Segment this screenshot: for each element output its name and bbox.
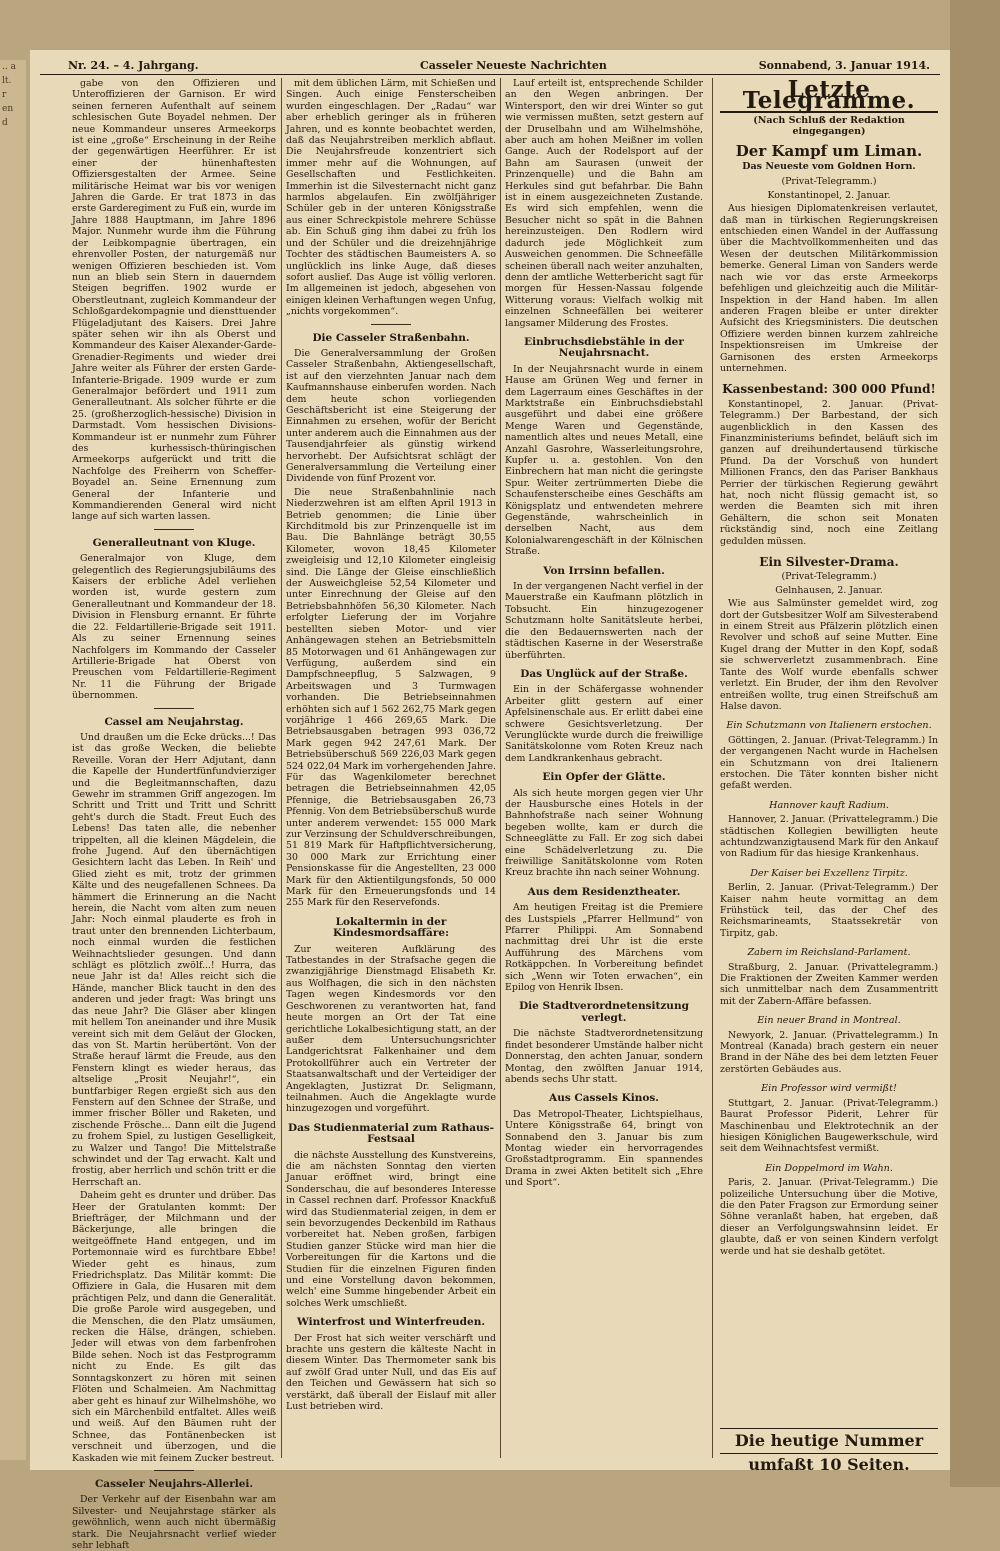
telegram-source: (Privat-Telegramm.) — [781, 571, 877, 583]
article-paragraph: Am heutigen Freitag ist die Premiere des Lustspiels „Pfarrer Hellmund“ von Pfarrer Philippi. Am Sonnabend nachmittag drei Uhr ist die erste Aufführung des Märchens vom Rotkäppchen. In Vorbereitung befindet sich „Wenn wir Toten erwachen“, ein Epilog von Henrik Ibsen. — [505, 902, 703, 994]
page-edge-shadow — [950, 0, 1000, 1487]
article-paragraph: Generalmajor von Kluge, dem gelegentlich des Regierungsjubiläums des Kaisers der erbliche Adel verliehen worden ist, wurde gestern zum Generalleutnant und Kommandeur der 18. Division in Flensburg ernannt. Er führte die 22. Feldartillerie-Brigade seit 1911. Als zu seiner Ernennung seines Nachfolgers im Kommando der Casseler Artillerie-Brigade hat Oberst von Preuschen vom Feldartillerie-Regiment Nr. 11 die Führung der Brigade übernommen. — [72, 553, 276, 702]
article-headline: Casseler Neujahrs-Allerlei. — [94, 1477, 254, 1490]
column-3 — [505, 78, 703, 1458]
article-paragraph: Daheim geht es drunter und drüber. Das Heer der Gratulanten kommt: Der Briefträger, der Milchmann und der Bäckerjunge, alle bringen die weitgeöffnete Hand entgegen, und im Portemonnaie wird es furchtbare Ebbe! Wieder geht es hinaus, zum Friedrichsplatz. Das Militär kommt: Die Offiziere in Gala, die Husaren mit dem prächtigen Pelz, und dann die Generalität. Die große Parole wird ausgegeben, und die Menschen, die den Platz umsäumen, recken die Hälse, drängen, schieben. Jeder will etwas von dem farbenfrohen Bilde sehen. Noch ist das Festprogramm nicht zu Ende. Es gilt das Sonntagskonzert zu hören mit seinen Flöten und Schalmeien. Am Nachmittag aber geht es hinauf zur Wilhelmshöhe, wo sich ein Märchenbild entfaltet. Alles weiß und weiß. Auf den Bäumen ruht der Schnee, das Fontänenbecken ist verschneit und überzogen, und die Kaskaden wie mit feinem Zucker bestreut. — [72, 1190, 276, 1464]
article-headline: Zabern im Reichsland-Parlament. — [747, 947, 911, 959]
article-paragraph: die nächste Ausstellung des Kunstvereins, die am nächsten Sonntag den vierten Januar eröffnet wird, bringt eine Sonderschau, die auf besonderes Interesse in Cassel rechnen darf. Professor Knackfuß wird das Studienmaterial zeigen, in dem er sein bevorzugendes Deckenbild im Rathaus vorbereitet hat. Neben großen, farbigen Studien ganzer Stücke wird man hier die Vorbereitungen für die Kartons und die Studien für die einzelnen Figuren finden und eine Vorstellung davon bekommen, welch' eine Summe hingebender Arbeit ein solches Werk umschließt. — [286, 1149, 496, 1309]
article-headline: Ein Opfer der Glätte. — [542, 771, 666, 784]
article-headline: Ein neuer Brand in Montreal. — [757, 1015, 901, 1027]
article-paragraph: Ein in der Schäfergasse wohnender Arbeiter glitt gestern auf einer Apfelsinenschale aus. Er erlitt dabei eine schwere Gesichtsverletzung. Der Verunglückte wurde durch die freiwillige Sanitätskolonne vom Roten Kreuz nach dem Landkrankenhaus gebracht. — [505, 684, 703, 764]
article-paragraph: Die Generalversammlung der Großen Casseler Straßenbahn, Aktiengesellschaft, ist auf den vierzehnten Januar nach dem Kaufmannshause einberufen worden. Nach dem heute schon vorliegenden Geschäftsbericht ist eine Steigerung der Einnahmen zu ersehen, wofür der Bericht unter anderem auch die Einnahmen aus der Tausendjahrfeier als günstig wirkend hervorhebt. Der Aufsichtsrat schlägt der Generalversammlung die Verteilung einer Dividende von fünf Prozent vor. — [286, 347, 496, 485]
article-headline: Die Casseler Straßenbahn. — [312, 331, 470, 344]
article-headline: Generalleutnant von Kluge. — [92, 536, 256, 549]
article-paragraph: Der Verkehr auf der Eisenbahn war am Silvester- und Neujahrstage stärker als gewöhnlich, wenn auch nicht übermäßig stark. Die Neujahrsnacht verlief wieder sehr lebhaft — [72, 1494, 276, 1551]
column-rule — [500, 78, 501, 1458]
column-1 — [72, 78, 276, 1551]
article-paragraph: Konstantinopel, 2. Januar. (Privat-Telegramm.) Der Barbestand, der sich augenblicklich in den Kassen des Finanzministeriums befindet, beläuft sich im ganzen auf dreihundertausend türkische Pfund. Da der Vorschuß von hundert Millionen Francs, den das Pariser Bankhaus Perrier der türkischen Regierung gewährt hat, noch nicht flüssig gemacht ist, so werden die Beamten sich mit ihren Gehältern, die schon seit Monaten rückständig sind, noch eine Zeitlang gedulden müssen. — [720, 398, 938, 547]
column-rule — [712, 78, 713, 1458]
article-paragraph: In der vergangenen Nacht verfiel in der Mauerstraße ein Kaufmann plötzlich in Tobsucht. Ein hinzugezogener Schutzmann holte Sanitätsleute herbei, die den Bedauernswerten nach der städtischen Kaserne in der Weserstraße überführten. — [505, 581, 703, 661]
dateline: Konstantinopel, 2. Januar. — [767, 189, 891, 201]
article-separator — [154, 1470, 194, 1471]
article-headline: Ein Silvester-Drama. — [759, 555, 899, 570]
article-headline: Einbruchsdiebstähle in der Neujahrsnacht. — [524, 335, 684, 360]
article-paragraph: gabe von den Offizieren und Unteroffizieren der Garnison. Er wird seinen ferneren Aufenthalt auf seinem schlesischen Gute Boyadel nehmen. Der neue Kommandeur unseres Armeekorps ist eine „große“ Erscheinung in der Reihe der gegenwärtigen Heerführer. Er ist einer der hünenhaftesten Offiziersgestalten der Armee. Seine militärische Heimat war bis vor wenigen Jahren die Garde. Er trat 1873 in das erste Garderegiment zu Fuß ein, wurde im Jahre 1888 Hauptmann, im Jahre 1896 Major. Nunmehr wurde ihm die Führung der Leibkompagnie übertragen, ein ehrenvoller Posten, der naturgemäß nur wenigen Offizieren beschieden ist. Vom nun an blieb sein Stern in dauerndem Steigen begriffen. 1902 wurde er Oberstleutnant, zugleich Kommandeur der Schloßgardekompagnie und diensttuender Flügeladjutant des Kaisers. Drei Jahre später sehen wir ihn als Oberst und Kommandeur des Kaiser Alexander-Garde-Grenadier-Regiments und wieder drei Jahre weiter als Führer der ersten Garde-Infanterie-Brigade. 1909 wurde er zum Generalmajor befördert und 1911 zum Generalleutnant. Als solcher führte er die 25. (großherzoglich-hessische) Division in Darmstadt. Vom hessischen Divisions-Kommandeur ist er nunmehr zum Führer des kurhessisch-thüringischen Armeekorps aufgerückt und tritt die Nachfolge des Freiherrn von Scheffer-Boyadel an. Seine Ernennung zum General der Infanterie und Kommandierenden General wird nicht lange auf sich warten lassen. — [72, 78, 276, 523]
article-headline: Ein Professor wird vermißt! — [761, 1083, 897, 1095]
article-headline: Hannover kauft Radium. — [769, 799, 889, 811]
article-headline: Ein Schutzmann von Italienern erstochen. — [726, 720, 932, 732]
article-headline: Das Unglück auf der Straße. — [520, 667, 688, 680]
article-paragraph: Die nächste Stadtverordnetensitzung findet besonderer Umstände halber nicht Donnerstag, den achten Januar, sondern Montag, den zwölften Januar 1914, abends sechs Uhr statt. — [505, 1028, 703, 1085]
article-headline: Aus Cassels Kinos. — [549, 1092, 659, 1105]
article-headline: Die Stadtverordnetensitzung verlegt. — [519, 1000, 689, 1024]
issue-date: Sonnabend, 3. Januar 1914. — [758, 59, 930, 72]
article-separator — [154, 708, 194, 709]
article-headline: Ein Doppelmord im Wahn. — [765, 1162, 893, 1174]
article-headline: Das Studienmaterial zum Rathaus-Festsaal — [288, 1121, 494, 1146]
page-count-notice: Die heutige Nummer umfaßt 10 Seiten. — [720, 1428, 938, 1454]
article-headline: Lokaltermin in der Kindesmordsaffäre: — [333, 915, 449, 940]
article-paragraph: Aus hiesigen Diplomatenkreisen verlautet, daß man in türkischen Regierungskreisen entschieden einen Wandel in der Auffassung über die Machtvollkommenheiten und das Wesen der deutschen Militärkommission bemerke. General Liman von Sanders werde nach wie vor das erste Armeekorps befehligen und gleichzeitig auch die Militär-Inspektion in der Hand haben. Im allen anderen Fragen bleibe er unter direkter Aufsicht des Kriegsministers. Die deutschen Offiziere werden binnen kurzem zahlreiche Inspektionsreisen im Umkreise der Garnisonen des ersten Armeekorps unternehmen. — [720, 203, 938, 374]
article-paragraph: Der Frost hat sich weiter verschärft und brachte uns gestern die kälteste Nacht in diesem Winter. Das Thermometer sank bis auf zwölf Grad unter Null, und das Eis auf den Teichen und Gewässern hat sich so verstärkt, daß überall der Eislauf mit aller Lust betrieben wird. — [286, 1332, 496, 1413]
article-paragraph: Die neue Straßenbahnlinie nach Niederzwehren ist am elften April 1913 in Betrieb genommen; die Linie über Kirchditmold bis zur Prinzenquelle ist im Bau. Die Bahnlänge beträgt 30,55 Kilometer, wovon 18,45 Kilometer zweigleisig und 12,10 Kilometer eingleisig sind. Die Länge der Gleise einschließlich der Ausweichgleise 52,54 Kilometer und unter Einrechnung der Gleise auf den Betriebsbahnhöfen 56,30 Kilometer. Nach erfolgter Lieferung der im Vorjahre bestellten sieben Motor- und vier Anhängewagen stehen an Betriebsmitteln 85 Motorwagen und 61 Anhängewagen zur Verfügung, außerdem sind ein Dampfschneepflug, 5 Salzwagen, 9 Arbeitswagen und 3 Turmwagen vorhanden. Die Betriebseinnahmen erhöhten sich auf 1 562 262,75 Mark gegen vorjährige 1 466 269,65 Mark. Die Betriebsausgaben betragen 993 036,72 Mark gegen 942 247,61 Mark. Der Betriebsüberschuß 569 226,03 Mark gegen 524 022,04 Mark im vorhergehenden Jahre. Für das Wagenkilometer berechnet betragen die Betriebseinnahmen 42,05 Pfennige, die Betriebsausgaben 26,73 Pfennig. Von dem Betriebsüberschuß wurde unter anderem verwendet: 155 000 Mark zur Verzinsung der Schuldverschreibungen, 51 819 Mark für Haftpflichtversicherung, 30 000 Mark zur Errichtung einer Pensionskasse für die Angestellten, 23 000 Mark für den Aktientilgungsfonds, 50 000 Mark für den Erneuerungsfonds und 14 255 Mark für den Reservefonds. — [286, 486, 496, 909]
article-paragraph: Das Metropol-Theater, Lichtspielhaus, Untere Königsstraße 64, bringt von Sonnabend den 3. Januar bis zum Montag wieder ein hervorragendes Großstadtprogramm. Ein spannendes Drama in zwei Akten betitelt sich „Ehre und Sport“. — [505, 1108, 703, 1189]
column-2 — [286, 78, 496, 1458]
article-paragraph: Wie aus Salmünster gemeldet wird, zog dort der Gutsbesitzer Wolf am Silvesterabend in einem Streit aus Pfälzerin plötzlich einen Revolver und schoß auf seine Mutter. Eine Kugel drang der Mutter in den Kopf, sodaß sie schwerverletzt zusammenbrach. Eine Tante des Wolf wurde ebenfalls schwer verletzt. Ein Bruder, der ihm den Revolver entreißen wollte, trug einen Streifschuß am Halse davon. — [720, 598, 938, 712]
article-headline: Aus dem Residenztheater. — [527, 885, 681, 898]
article-headline: Cassel am Neujahrstag. — [104, 715, 244, 728]
article-paragraph: In der Neujahrsnacht wurde in einem Hause am Grünen Weg und ferner in dem Lagerraum eines Geschäftes in der Marktstraße ein Einbruchsdiebstahl ausgeführt und dabei eine größere Menge Waren und Gegenstände, namentlich altes und neues Metall, eine Anzahl Gasrohre, Wasserleitungsrohre, Kupfer u. a. gestohlen. Von den Einbrechern hat man nicht die geringste Spur. Weiter zertrümmerten Diebe die Schaufensterscheibe eines Geschäfts am Königsplatz und entwendeten mehrere Gegenstände, wahrscheinlich in derselben Nacht, aus dem Kolonialwarengeschäft in der Kölnischen Straße. — [505, 363, 703, 558]
masthead — [40, 58, 940, 75]
article-separator — [371, 324, 411, 325]
adjacent-page-margin: .. a lt. r en d — [0, 60, 26, 1460]
article-separator — [154, 529, 194, 530]
article-paragraph: Und draußen um die Ecke drücks...! Das ist das große Wecken, die beliebte Reveille. Voran der Herr Adjutant, dann die Kapelle der Hundertfünfundvierziger und die Begleitmannschaften, dazu Gewehr im strammen Griff angezogen. Im Schritt und Tritt und Tritt und Schritt geht's durch die Stadt. Freut Euch des Lebens! Das taten alle, die nebenher trippelten, all die kleinen Mägdelein, die frohe Jugend. Auf den übernächtigen Gesichtern lacht das Leben. In Reih' und Glied zieht es mit, trotz der grimmen Kälte und des neugefallenen Schnees. Da hämmert die Erinnerung an die Nacht herein, die Nacht vom alten zum neuen Jahr: Noch einmal plauderte es froh in traut unter den brennenden Lichterbaum, noch einmal wurden die festlichen Weihnachtslieder gesungen. Und dann schlägt es plötzlich zwölf...! Hurra, das neue Jahr ist da! Alles reicht sich die Hände, mancher Blick taucht in den des anderen und jeder fragt: Was bringt uns das neue Jahr? Die Gläser aber klingen mit hellem Ton aneinander und ihre Musik vereint sich mit dem Geläut der Glocken, das von St. Martin herübertönt. Von der Straße herauf lärmt die Freude, aus den Fenstern klingt es wieder heraus, das altselige „Prosit Neujahr!“, ein buntfarbiger Regen ergießt sich aus den Fenstern auf den Schnee der Straße, und immer frischer Böller und Raketen, und zischende Frösche... Dann eilt die Jugend zu frohem Spiel, zu lustigen Geselligkeit, zu Walzer und Tango! Die Mittelstraße schwindet und der Tag erwacht. Kalt und frostig, aber herrlich und schön tritt er die Herrschaft an. — [72, 731, 276, 1188]
article-paragraph: Hannover, 2. Januar. (Privattelegramm.) Die städtischen Kollegien bewilligten heute achtundzwanzigtausend Mark für den Ankauf von Radium für das hiesige Krankenhaus. — [720, 814, 938, 860]
section-headline: Letzte Telegramme. — [720, 84, 938, 113]
article-paragraph: Newyork, 2. Januar. (Privattelegramm.) In Montreal (Kanada) brach gestern ein neuer Brand in der Nähe des bei dem letzten Feuer zerstörten Gebäudes aus. — [720, 1029, 938, 1075]
article-paragraph: Paris, 2. Januar. (Privat-Telegramm.) Die polizeiliche Untersuchung über die Motive, die den Pater Fragson zur Ermordung seiner Söhne veranlaßt haben, hat ergeben, daß dieser an Verfolgungswahnsinn leidet. Er glaubte, daß er von seinen Kindern verfolgt werde und hat sie deshalb getötet. — [720, 1177, 938, 1257]
article-headline: Von Irrsinn befallen. — [543, 564, 665, 577]
article-headline: Winterfrost und Winterfreuden. — [297, 1316, 485, 1329]
article-paragraph: mit dem üblichen Lärm, mit Schießen und Singen. Auch einige Fensterscheiben wurden eingeschlagen. Der „Radau“ war aber erheblich geringer als in früheren Jahren, und es konnte beobachtet werden, daß das Neujahrstreiben merklich abflaut. Die Neujahrsfreude konzentriert sich immer mehr auf die Wohnungen, auf Gesellschaften und Festlichkeiten. Immerhin ist die Silvesternacht nicht ganz harmlos abgelaufen. Ein zwölfjähriger Schüler geb in der unteren Königsstraße aus einer Schreckpistole mehrere Schüsse ab. Ein Schuß ging ihm dabei zu früh los und der Schüler und die dreizehnjährige Tochter des städtischen Baumeisters A. so unglücklich ins linke Auge, daß dieses sofort auslief. Das Auge ist völlig verloren. Im allgemeinen ist jedoch, abgesehen von einigen kleinen Verhaftungen wegen Unfug, „nichts vorgekommen“. — [286, 78, 496, 318]
article-paragraph: Straßburg, 2. Januar. (Privattelegramm.) Die Fraktionen der Zweiten Kammer werden sich unmittelbar nach dem Zusammentritt mit der Zabern-Affäre befassen. — [720, 961, 938, 1007]
dateline: Gelnhausen, 2. Januar. — [775, 584, 883, 596]
section-subheadline: (Nach Schluß der Redaktion eingegangen) — [753, 114, 905, 138]
telegram-source: (Privat-Telegramm.) — [781, 176, 877, 188]
article-paragraph: Zur weiteren Aufklärung des Tatbestandes in der Strafsache gegen die zwanzigjährige Dienstmagd Elisabeth Kr. aus Wolfhagen, die sich in den nächsten Tagen wegen Kindesmords vor den Geschworenen zu verantworten hat, fand heute morgen an Ort der Tat eine gerichtliche Lokalbesichtigung statt, an der außer dem Untersuchungsrichter Landgerichtsrat Falkenhainer und dem Protokollführer auch ein Vertreter der Staatsanwaltschaft und der Verteidiger der Angeklagten, Justizrat Dr. Seligmann, teilnahmen. Auch die Angeklagte wurde hinzugezogen und vorgeführt. — [286, 943, 496, 1115]
article-paragraph: Als sich heute morgen gegen vier Uhr der Hausbursche eines Hotels in der Bahnhofstraße nach seiner Wohnung begeben wollte, kam er durch die Schneeglätte zu Fall. Er zog sich dabei eine Schädelverletzung zu. Die freiwillige Sanitätskolonne vom Roten Kreuz brachte ihn nach seiner Wohnung. — [505, 787, 703, 879]
newspaper-name: Casseler Neueste Nachrichten — [420, 59, 607, 72]
article-paragraph: Stuttgart, 2. Januar. (Privat-Telegramm.) Baurat Professor Piderit, Lehrer für Maschinenbau und Elektrotechnik an der hiesigen Königlichen Baugewerkschule, wird seit dem Weihnachtsfest vermißt. — [720, 1097, 938, 1155]
article-headline: Kassenbestand: 300 000 Pfund! — [722, 382, 936, 397]
column-rule — [281, 78, 282, 1458]
lead-story-subheadline: Das Neueste vom Goldnen Horn. — [742, 161, 916, 173]
article-paragraph: Göttingen, 2. Januar. (Privat-Telegramm.) In der vergangenen Nacht wurde in Hachelsen ein Schutzmann von drei Italienern erstochen. Die Täter konnten bisher nicht gefaßt werden. — [720, 734, 938, 792]
lead-story-headline: Der Kampf um Liman. — [735, 141, 923, 160]
article-paragraph: Berlin, 2. Januar. (Privat-Telegramm.) Der Kaiser nahm heute vormittag an dem Frühstück teil, das der Chef des Reichsmarineamts, Staatssekretär von Tirpitz, gab. — [720, 882, 938, 939]
column-4 — [720, 78, 938, 1458]
article-paragraph: Lauf erteilt ist, entsprechende Schilder an den Wegen anbringen. Der Wintersport, den wir drei Winter so gut wie vermissen mußten, setzt gestern auf der Druselbahn und am Wilhelmshöhe, aber auch am hohen Meißner im vollen Gange. Auch der Rodelsport auf der Bahn am Saurasen (unweit der Prinzenquelle) und die Bahn am Herkules sind gut befahrbar. Die Bahn ist in einem ausgezeichneten Zustande. Es wird sich empfehlen, wenn die Besucher nicht so spät in die Bahnen hereinzusteigen. Den Rodlern wird dadurch jede Möglichkeit zum Ausweichen genommen. Die Schneefälle scheinen überall nach weiter anzuhalten, denn der amtliche Wetterbericht sagt für morgen für Hessen-Nassau folgende Witterung voraus: Vielfach wolkig mit einzelnen Schneefällen bei weiterer langsamer Milderung des Frostes. — [505, 78, 703, 329]
issue-number: Nr. 24. – 4. Jahrgang. — [68, 59, 199, 72]
article-headline: Der Kaiser bei Exzellenz Tirpitz. — [750, 867, 908, 879]
